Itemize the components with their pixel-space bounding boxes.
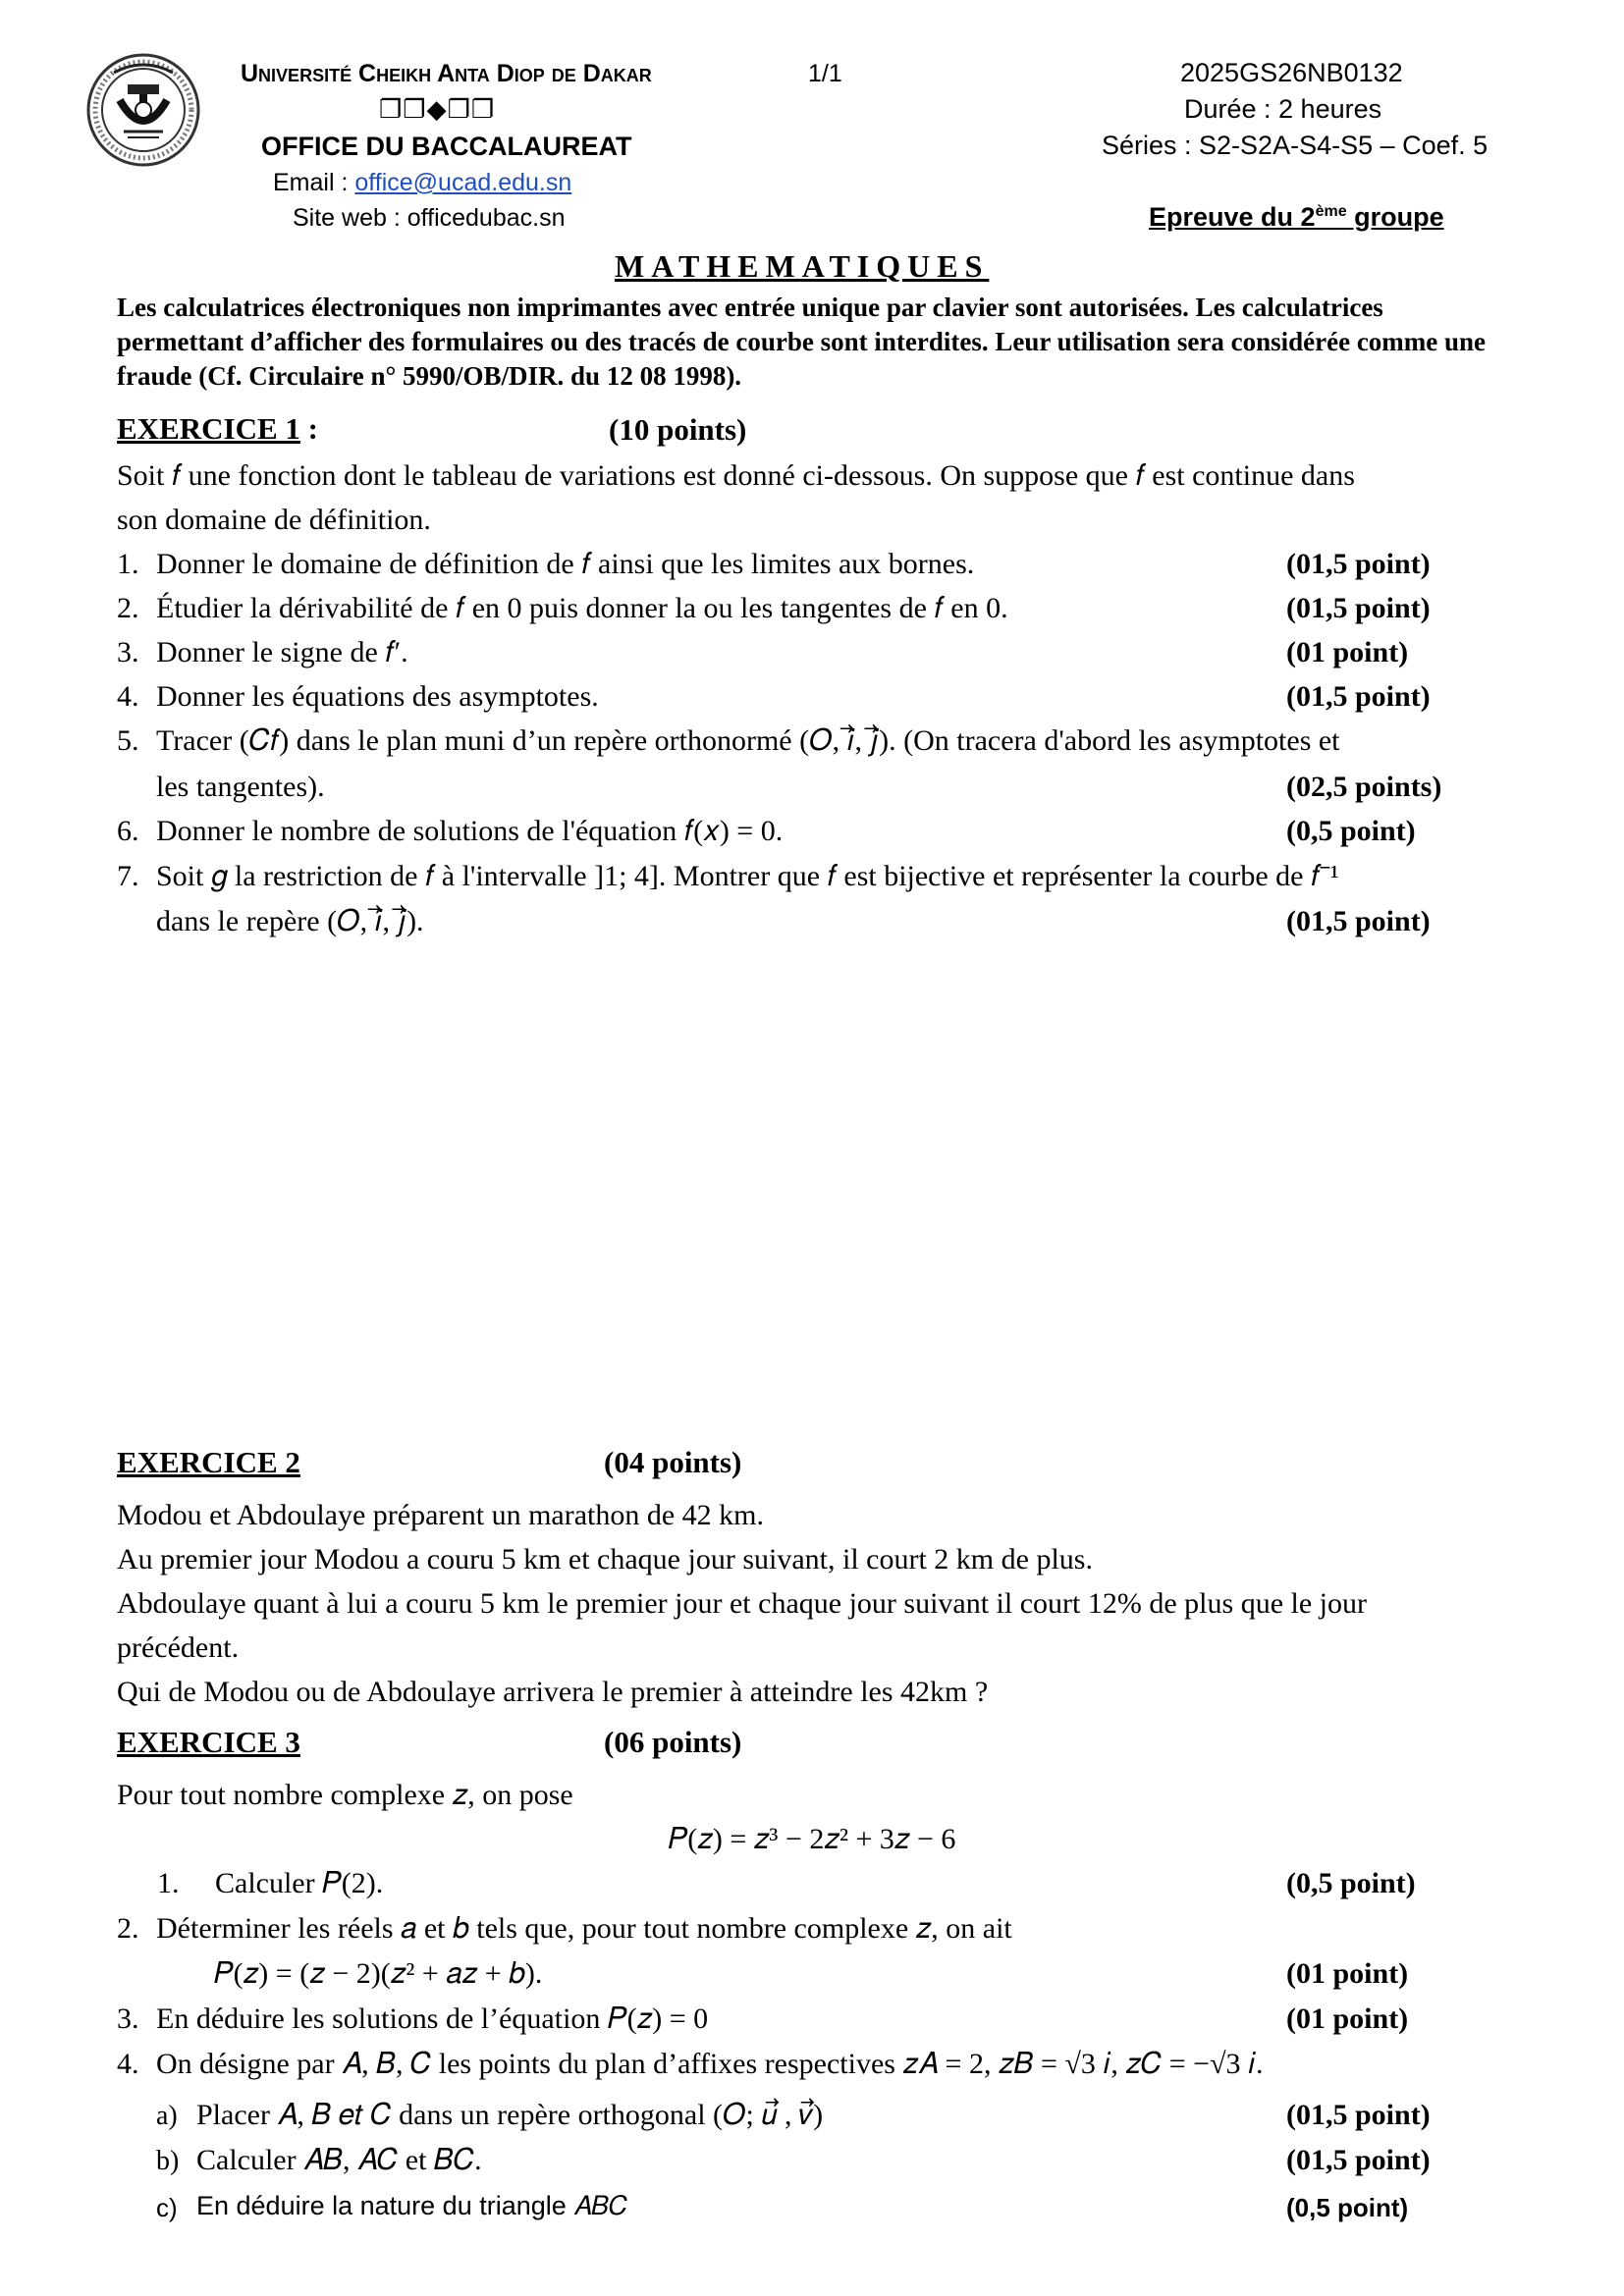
university-seal-logo — [84, 51, 202, 169]
university-name — [241, 60, 652, 88]
exercise-1-intro-line-2: son domaine de définition. — [117, 504, 431, 536]
calculator-warning: Les calculatrices électroniques non imprimantes avec entrée unique par clavier sont autorisées. Les calculatrices permettant d’afficher des formulaires ou des tracés de courbe sont interdites. Leur utilisation sera considérée comme une fraude (Cf. Circulaire n° 5990/OB/DIR. du 12 08 1998). — [117, 293, 1487, 391]
ex1-item-number: 6. — [117, 815, 139, 847]
exercise-1-intro-line-1: Soit 𝑓 une fonction dont le tableau de variations est donné ci-dessous. On suppose que 𝑓 est continue dans — [117, 459, 1355, 492]
ex3-subitem-points: (01,5 point) — [1286, 2144, 1431, 2176]
exercise-2-line: Qui de Modou ou de Abdoulaye arrivera le premier à atteindre les 42km ? — [117, 1676, 989, 1708]
ex3-subitem-text: En déduire la nature du triangle 𝐴𝐵𝐶 — [196, 2191, 628, 2220]
ex1-item-text: Donner le signe de 𝑓′. — [156, 636, 408, 668]
ex1-item-text: Soit 𝑔 la restriction de 𝑓 à l'intervalle ]1; 4]. Montrer que 𝑓 est bijective et représenter la courbe de 𝑓⁻¹ — [156, 860, 1339, 892]
ex1-item-text: Donner le nombre de solutions de l'équation 𝑓(𝑥) = 0. — [156, 815, 784, 847]
exercise-1-colon: : — [299, 411, 318, 446]
ex3-item-text: On désigne par 𝐴, 𝐵, 𝐶 les points du plan d’affixes respectives 𝑧𝐴 = 2, 𝑧𝐵 = √3 𝑖, 𝑧𝐶 = −√3 𝑖. — [156, 2048, 1264, 2080]
ex3-item-text: Calculer 𝑃(2). — [215, 1867, 384, 1899]
exercise-2-heading — [117, 1445, 300, 1480]
ex3-item-text: En déduire les solutions de l’équation 𝑃(𝑧) = 0 — [156, 2002, 709, 2035]
header-ornament: ❐❐◆❐❐ — [379, 94, 496, 124]
ex1-item-points: (02,5 points) — [1286, 771, 1442, 803]
exercise-2-line: Abdoulaye quant à lui a couru 5 km le premier jour et chaque jour suivant il court 12% de plus que le jour — [117, 1587, 1367, 1620]
email-label: Email : — [273, 169, 355, 196]
ex1-item-text-continued: les tangentes). — [156, 771, 325, 803]
exercise-2-line: précédent. — [117, 1631, 240, 1664]
exercise-1-title: EXERCICE 1 — [117, 411, 300, 446]
ex1-item-points: (0,5 point) — [1286, 815, 1416, 847]
ex3-subitem-text: Calculer 𝐴𝐵, 𝐴𝐶 et 𝐵𝐶. — [196, 2144, 482, 2176]
exercise-2-line: Au premier jour Modou a couru 5 km et chaque jour suivant, il court 2 km de plus. — [117, 1543, 1093, 1575]
ex3-subitem-letter: b) — [156, 2146, 180, 2176]
exercise-1-points: (10 points) — [609, 412, 747, 447]
ex1-item-number: 1. — [117, 548, 139, 580]
exam-group: Epreuve du 2ème groupe — [1149, 202, 1444, 232]
ex3-subitem-points: (01,5 point) — [1286, 2099, 1431, 2131]
email-link[interactable]: office@ucad.edu.sn — [354, 169, 572, 196]
website-line: Site web : officedubac.sn — [293, 204, 566, 232]
ex3-item-points: (0,5 point) — [1286, 1867, 1416, 1899]
exam-code: 2025GS26NB0132 — [1180, 58, 1403, 87]
ex3-item-text: Déterminer les réels 𝑎 et 𝑏 tels que, pour tout nombre complexe 𝑧, on ait — [156, 1912, 1012, 1945]
email-line — [273, 169, 571, 197]
exercise-3-intro: Pour tout nombre complexe 𝑧, on pose — [117, 1779, 573, 1811]
ex1-item-text: Tracer (𝐶𝑓) dans le plan muni d’un repère orthonormé (𝑂, 𝑖⃗, 𝑗⃗). (On tracera d'abord les asymptotes et — [156, 724, 1340, 757]
ex3-item-number: 3. — [117, 2002, 139, 2035]
page-number: 1/1 — [808, 60, 842, 87]
ex3-subitem-points: (0,5 point) — [1286, 2193, 1409, 2222]
exam-duration: Durée : 2 heures — [1184, 94, 1382, 124]
ex3-item-number: 2. — [117, 1912, 139, 1945]
ex3-subitem-letter: a) — [156, 2101, 178, 2131]
ex3-subitem-letter: c) — [156, 2193, 178, 2222]
ex1-item-number: 7. — [117, 860, 139, 892]
exercise-2-title: EXERCICE 2 — [117, 1445, 300, 1479]
exam-series: Séries : S2-S2A-S4-S5 – Coef. 5 — [1102, 131, 1489, 160]
ex1-item-text: Donner le domaine de définition de 𝑓 ainsi que les limites aux bornes. — [156, 548, 975, 580]
university-name-text: Université Cheikh Anta Diop de Dakar — [241, 60, 652, 87]
office-name: OFFICE DU BACCALAUREAT — [261, 132, 632, 161]
ex1-item-points: (01 point) — [1286, 636, 1409, 668]
ex1-item-text: Donner les équations des asymptotes. — [156, 680, 599, 713]
exercise-2-line: Modou et Abdoulaye préparent un marathon de 42 km. — [117, 1499, 765, 1531]
exercise-1-heading — [117, 411, 318, 447]
ex3-item-number: 4. — [117, 2048, 139, 2080]
ex3-item-points: (01 point) — [1286, 1957, 1409, 1990]
ex3-item-text-continued: 𝑃(𝑧) = (𝑧 − 2)(𝑧² + 𝑎𝑧 + 𝑏). — [214, 1957, 543, 1990]
ex1-item-text: Étudier la dérivabilité de 𝑓 en 0 puis donner la ou les tangentes de 𝑓 en 0. — [156, 592, 1008, 624]
ex1-item-number: 2. — [117, 592, 139, 624]
ex1-item-points: (01,5 point) — [1286, 905, 1431, 937]
ex1-item-text-continued: dans le repère (𝑂, 𝑖⃗, 𝑗⃗). — [156, 905, 424, 937]
ex1-item-points: (01,5 point) — [1286, 548, 1431, 580]
ex1-item-number: 3. — [117, 636, 139, 668]
ex3-subitem-text: Placer 𝐴, 𝐵 𝑒𝑡 𝐶 dans un repère orthogonal (𝑂; 𝑢⃗ , 𝑣⃗) — [196, 2099, 824, 2131]
ex3-item-number: 1. — [157, 1867, 180, 1899]
ex1-item-number: 5. — [117, 724, 139, 757]
exercise-3-heading — [117, 1725, 300, 1760]
ex1-item-points: (01,5 point) — [1286, 592, 1431, 624]
polynomial-formula: 𝑃(𝑧) = 𝑧³ − 2𝑧² + 3𝑧 − 6 — [668, 1823, 956, 1855]
ex1-item-points: (01,5 point) — [1286, 680, 1431, 713]
ex3-item-points: (01 point) — [1286, 2002, 1409, 2035]
exercise-3-points: (06 points) — [604, 1725, 742, 1759]
subject-title: MATHEMATIQUES — [615, 248, 990, 284]
exercise-2-points: (04 points) — [604, 1445, 742, 1479]
exercise-3-title: EXERCICE 3 — [117, 1725, 300, 1759]
ex1-item-number: 4. — [117, 680, 139, 713]
